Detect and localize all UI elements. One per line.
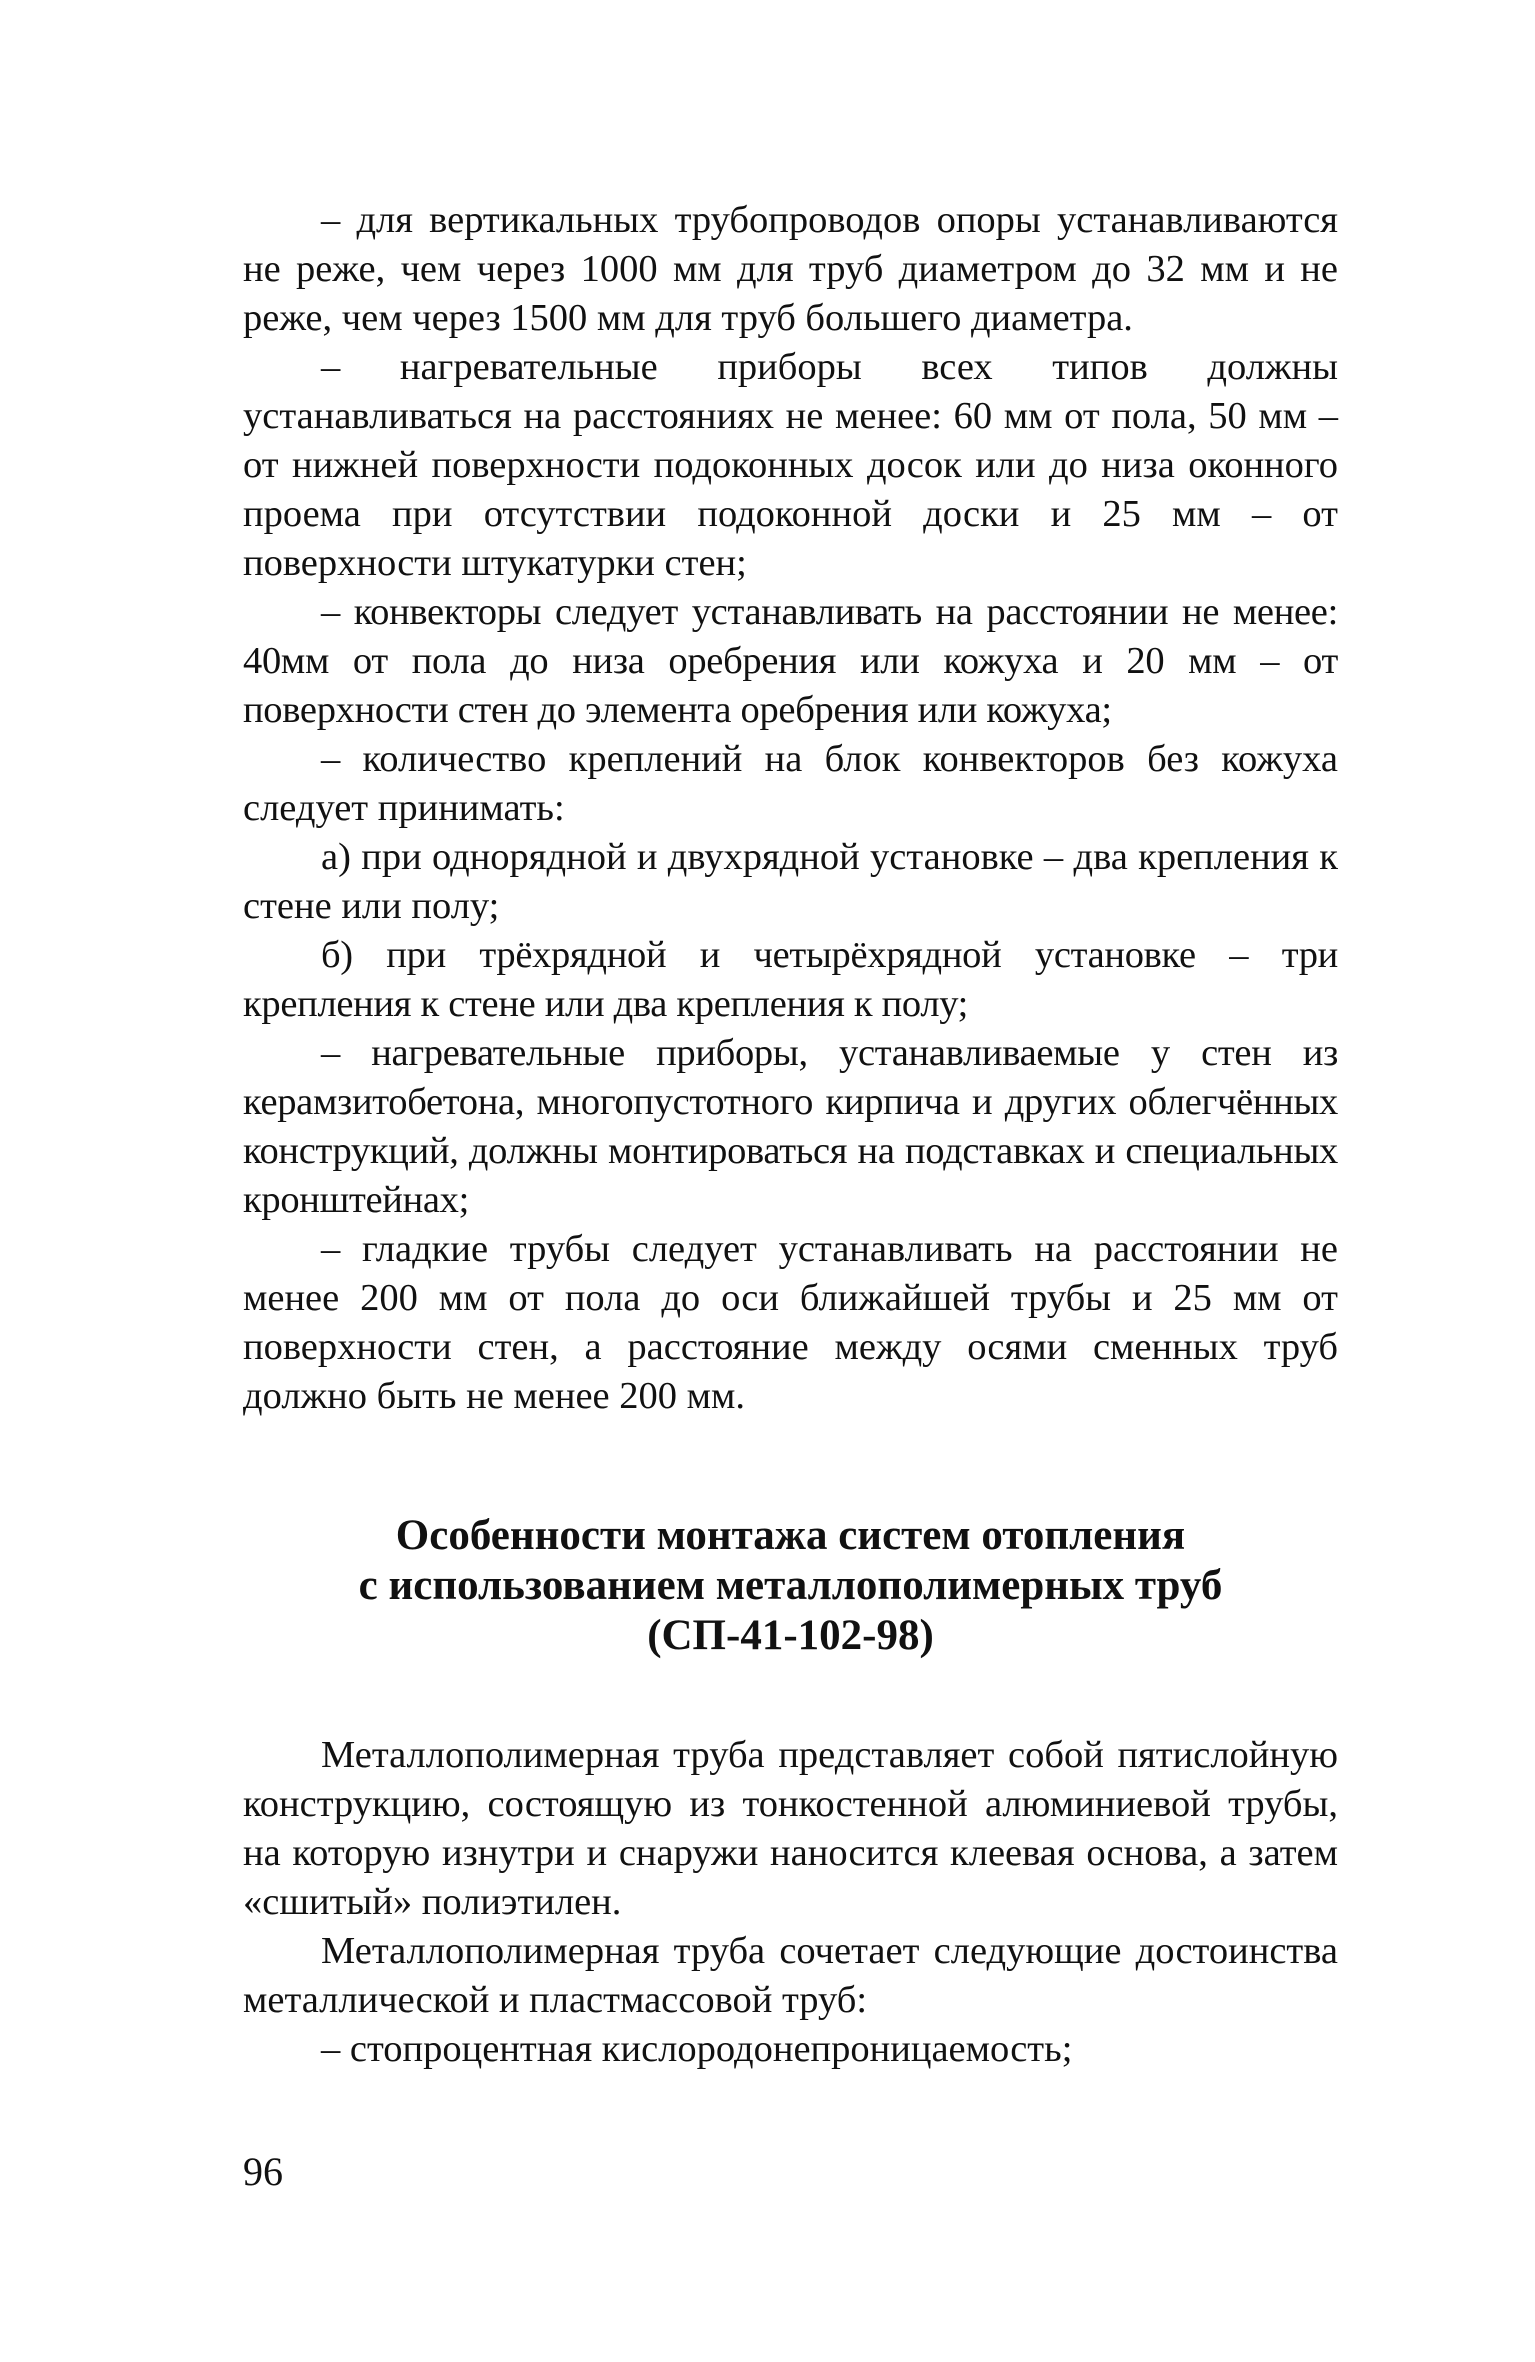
page-number: 96	[243, 2149, 283, 2194]
paragraph-heating-devices-distances: – нагревательные приборы всех типов должны устанавливаться на расстояниях не менее: 60 мм от пола, 50 мм – от нижней поверхности подоконных досок или до низа оконного проема при отсутствии подоконной доски и 25 мм – от поверхности штукатурки стен;	[243, 346, 1338, 584]
paragraph-triple-quad-row: б) при трёхрядной и четырёхрядной установке – три крепления к стене или два крепления к полу;	[243, 934, 1338, 1025]
section-heading	[243, 1511, 1338, 1661]
paragraph-lightweight-walls: – нагревательные приборы, устанавливаемые у стен из керамзитобетона, многопустотного кирпича и других облегчённых конструкций, должны монтироваться на подставках и специальных кронштейнах;	[243, 1032, 1338, 1221]
paragraph-pipe-description: Металлополимерная труба представляет собой пятислойную конструкцию, состоящую из тонкостенной алюминиевой трубы, на которую изнутри и снаружи наносится клеевая основа, а затем «сшитый» полиэтилен.	[243, 1734, 1338, 1923]
paragraph-convectors: – конвекторы следует устанавливать на расстоянии не менее: 40мм от пола до низа оребрения или кожуха и 20 мм – от поверхности стен до элемента оребрения или кожуха;	[243, 591, 1338, 731]
paragraph-single-double-row: а) при однорядной и двухрядной установке – два крепления к стене или полу;	[243, 836, 1338, 927]
page-body	[243, 196, 1338, 2074]
heading-line-3: (СП-41-102-98)	[647, 1612, 934, 1659]
paragraph-vertical-pipelines: – для вертикальных трубопроводов опоры устанавливаются не реже, чем через 1000 мм для труб диаметром до 32 мм и не реже, чем через 1500 мм для труб большего диаметра.	[243, 199, 1338, 339]
paragraph-fastening-count: – количество креплений на блок конвекторов без кожуха следует принимать:	[243, 738, 1338, 829]
paragraph-oxygen-tightness: – стопроцентная кислородонепроницаемость;	[321, 2028, 1073, 2070]
heading-line-2: с использованием металлополимерных труб	[358, 1562, 1223, 1609]
paragraph-smooth-pipes: – гладкие трубы следует устанавливать на расстоянии не менее 200 мм от пола до оси ближайшей трубы и 25 мм от поверхности стен, а расстояние между осями сменных труб должно быть не менее 200 мм.	[243, 1228, 1338, 1417]
paragraph-pipe-advantages: Металлополимерная труба сочетает следующие достоинства металлической и пластмассовой труб:	[243, 1930, 1338, 2021]
heading-line-1: Особенности монтажа систем отопления	[395, 1512, 1186, 1559]
